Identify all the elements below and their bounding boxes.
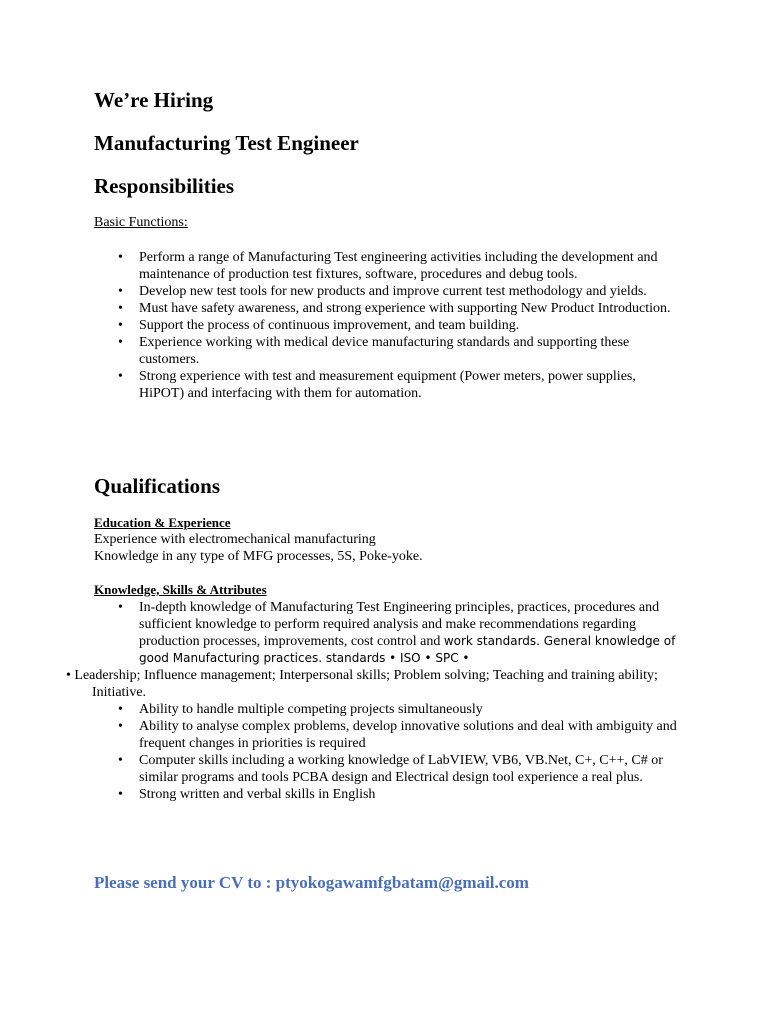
skills-heading: Knowledge, Skills & Attributes [94, 582, 267, 597]
list-item: • Must have safety awareness, and strong experience with supporting New Product Introduction. [118, 300, 678, 317]
list-item: • Strong written and verbal skills in English [118, 786, 678, 803]
hiring-heading: We’re Hiring [94, 88, 214, 112]
responsibilities-heading: Responsibilities [94, 174, 235, 198]
list-item: • Support the process of continuous improvement, and team building. [118, 317, 678, 334]
job-title: Manufacturing Test Engineer [94, 131, 359, 155]
send-cv-line: Please send your CV to : ptyokogawamfgbatam@gmail.com [94, 873, 529, 892]
list-item: • Ability to handle multiple competing projects simultaneously [118, 701, 678, 718]
qualifications-heading: Qualifications [94, 474, 221, 498]
education-heading: Education & Experience [94, 515, 231, 530]
list-item: • Experience working with medical device manufacturing standards and supporting these customers. [118, 334, 678, 368]
education-line: Knowledge in any type of MFG processes, 5S, Poke-yoke. [94, 549, 423, 564]
list-item: • Strong experience with test and measurement equipment (Power meters, power supplies, HiPOT) and interfacing with them for automation. [118, 368, 678, 402]
list-item: • Ability to analyse complex problems, develop innovative solutions and deal with ambiguity and frequent changes in priorities is required [118, 718, 678, 752]
skills-item-text: In-depth knowledge of Manufacturing Test Engineering principles, practices, procedures and sufficient knowledge to perform required analysis and make recommendations regarding production processes, improvements, cost control and [139, 600, 660, 649]
skills-list [66, 599, 678, 803]
skills-item-text-sans: work standards. General knowledge of good Manufacturing practices. standards • ISO • SPC • [139, 634, 676, 665]
list-item: • Perform a range of Manufacturing Test engineering activities including the development and maintenance of production test fixtures, software, procedures and debug tools. [118, 249, 678, 283]
basic-functions-label: Basic Functions: [94, 215, 188, 230]
list-item: • Develop new test tools for new products and improve current test methodology and yields. [118, 283, 678, 300]
responsibilities-list [118, 249, 678, 402]
list-item: • Leadership; Influence management; Interpersonal skills; Problem solving; Teaching and training ability; Initiative. [66, 668, 658, 700]
list-item [118, 599, 678, 667]
education-line: Experience with electromechanical manufacturing [94, 532, 376, 547]
list-item: • Computer skills including a working knowledge of LabVIEW, VB6, VB.Net, C+, C++, C# or similar programs and tools PCBA design and Electrical design tool experience a real plus. [118, 752, 678, 786]
